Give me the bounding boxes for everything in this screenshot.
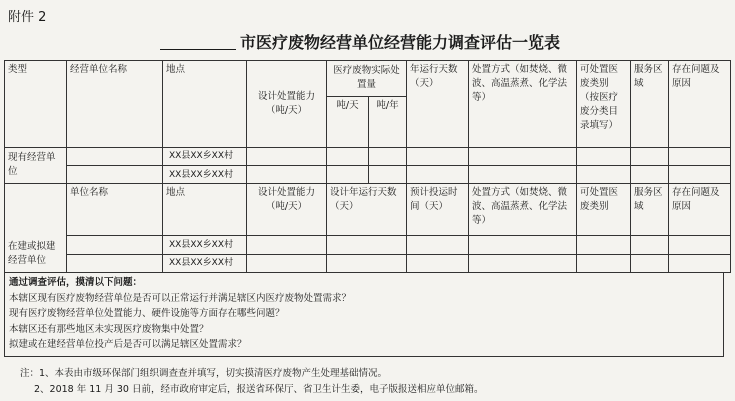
cell-blank [469, 165, 577, 183]
questions-box [4, 273, 724, 357]
header-location: 地点 [163, 61, 247, 148]
title-blank-line [160, 49, 236, 50]
header-actual-volume: 医疗废物实际处置量 [327, 61, 407, 97]
cell-blank [247, 254, 327, 272]
header2-design-capacity: 设计处置能力（吨/天） [247, 184, 327, 236]
title-text: 市医疗废物经营单位经营能力调查评估一览表 [240, 33, 561, 52]
cell-planned-2-location: XX县XX乡XX村 [163, 254, 247, 272]
cell-blank [407, 147, 469, 165]
header-run-days: 年运行天数（天） [407, 61, 469, 148]
cell-blank [631, 147, 669, 165]
page-title [160, 30, 560, 53]
annex-label: 附件 2 [8, 10, 47, 25]
header-design-capacity: 设计处置能力（吨/天） [247, 61, 327, 148]
question-4: 拟建或在建经营单位投产后是否可以满足辖区处置需求？ [9, 339, 247, 350]
header-method: 处置方式（如焚烧、微波、高温蒸煮、化学法等） [469, 61, 577, 148]
cell-existing-1-location: XX县XX乡XX村 [163, 147, 247, 165]
cell-blank [577, 236, 631, 254]
cell-blank [407, 165, 469, 183]
question-3: 本辖区还有那些地区未实现医疗废物集中处置？ [9, 323, 209, 335]
header2-categories: 可处置医废类别 [577, 184, 631, 236]
cell-blank [327, 236, 407, 254]
header-categories: 可处置医废类别（按医疗废分类目录填写） [577, 61, 631, 148]
question-2: 现有医疗废物经营单位处置能力、硬件设施等方面存在哪些问题？ [9, 308, 285, 319]
cell-blank [327, 165, 369, 183]
header2-run-days: 设计年运行天数（天） [327, 184, 407, 236]
cell-blank [369, 147, 407, 165]
cell-blank [247, 236, 327, 254]
cell-blank [247, 165, 327, 183]
cell-blank [247, 147, 327, 165]
cell-blank [469, 147, 577, 165]
cell-blank [577, 147, 631, 165]
cell-blank [327, 254, 407, 272]
cell-blank [577, 254, 631, 272]
cell-blank [407, 254, 469, 272]
cell-blank [631, 236, 669, 254]
cell-blank [469, 236, 577, 254]
header-ton-per-day: 吨/天 [327, 96, 369, 147]
cell-blank [631, 254, 669, 272]
cell-blank [669, 165, 731, 183]
cell-blank [669, 147, 731, 165]
header2-location: 地点 [163, 184, 247, 236]
planned-units-label: 在建或拟建经营单位 [5, 184, 67, 273]
header-problems: 存在问题及原因 [669, 61, 731, 148]
header-unit-name: 经营单位名称 [67, 61, 163, 148]
header2-service-area: 服务区域 [631, 184, 669, 236]
footnote-2: 2、2018 年 11 月 30 日前，经市政府审定后，报送省环保厅、省卫生计生委，电子版报送相应单位邮箱。 [34, 384, 484, 395]
cell-blank [327, 147, 369, 165]
footnotes [20, 366, 484, 398]
cell-existing-2-name [67, 165, 163, 183]
cell-existing-1-name [67, 147, 163, 165]
header2-expected-time: 预计投运时间（天） [407, 184, 469, 236]
cell-planned-1-name [67, 236, 163, 254]
cell-planned-1-location: XX县XX乡XX村 [163, 236, 247, 254]
header2-problems: 存在问题及原因 [669, 184, 731, 236]
cell-blank [669, 236, 731, 254]
cell-planned-2-name [67, 254, 163, 272]
footnote-1: 注：1、本表由市级环保部门组织调查查并填写，切实摸清医疗废物产生处理基础情况。 [20, 368, 388, 379]
survey-table [4, 60, 731, 273]
cell-blank [369, 165, 407, 183]
cell-blank [577, 165, 631, 183]
cell-existing-2-location: XX县XX乡XX村 [163, 165, 247, 183]
header-ton-per-year: 吨/年 [369, 96, 407, 147]
cell-blank [631, 165, 669, 183]
question-1: 本辖区现有医疗废物经营单位是否可以正常运行并满足辖区内医疗废物处置需求？ [9, 292, 352, 304]
header2-unit-name: 单位名称 [67, 184, 163, 236]
existing-units-label: 现有经营单位 [5, 147, 67, 184]
cell-blank [469, 254, 577, 272]
header-service-area: 服务区域 [631, 61, 669, 148]
header-type: 类型 [5, 61, 67, 148]
cell-blank [669, 254, 731, 272]
questions-heading: 通过调查评估，摸清以下问题： [9, 277, 143, 288]
cell-blank [407, 236, 469, 254]
header2-method: 处置方式（如焚烧、微波、高温蒸煮、化学法等） [469, 184, 577, 236]
